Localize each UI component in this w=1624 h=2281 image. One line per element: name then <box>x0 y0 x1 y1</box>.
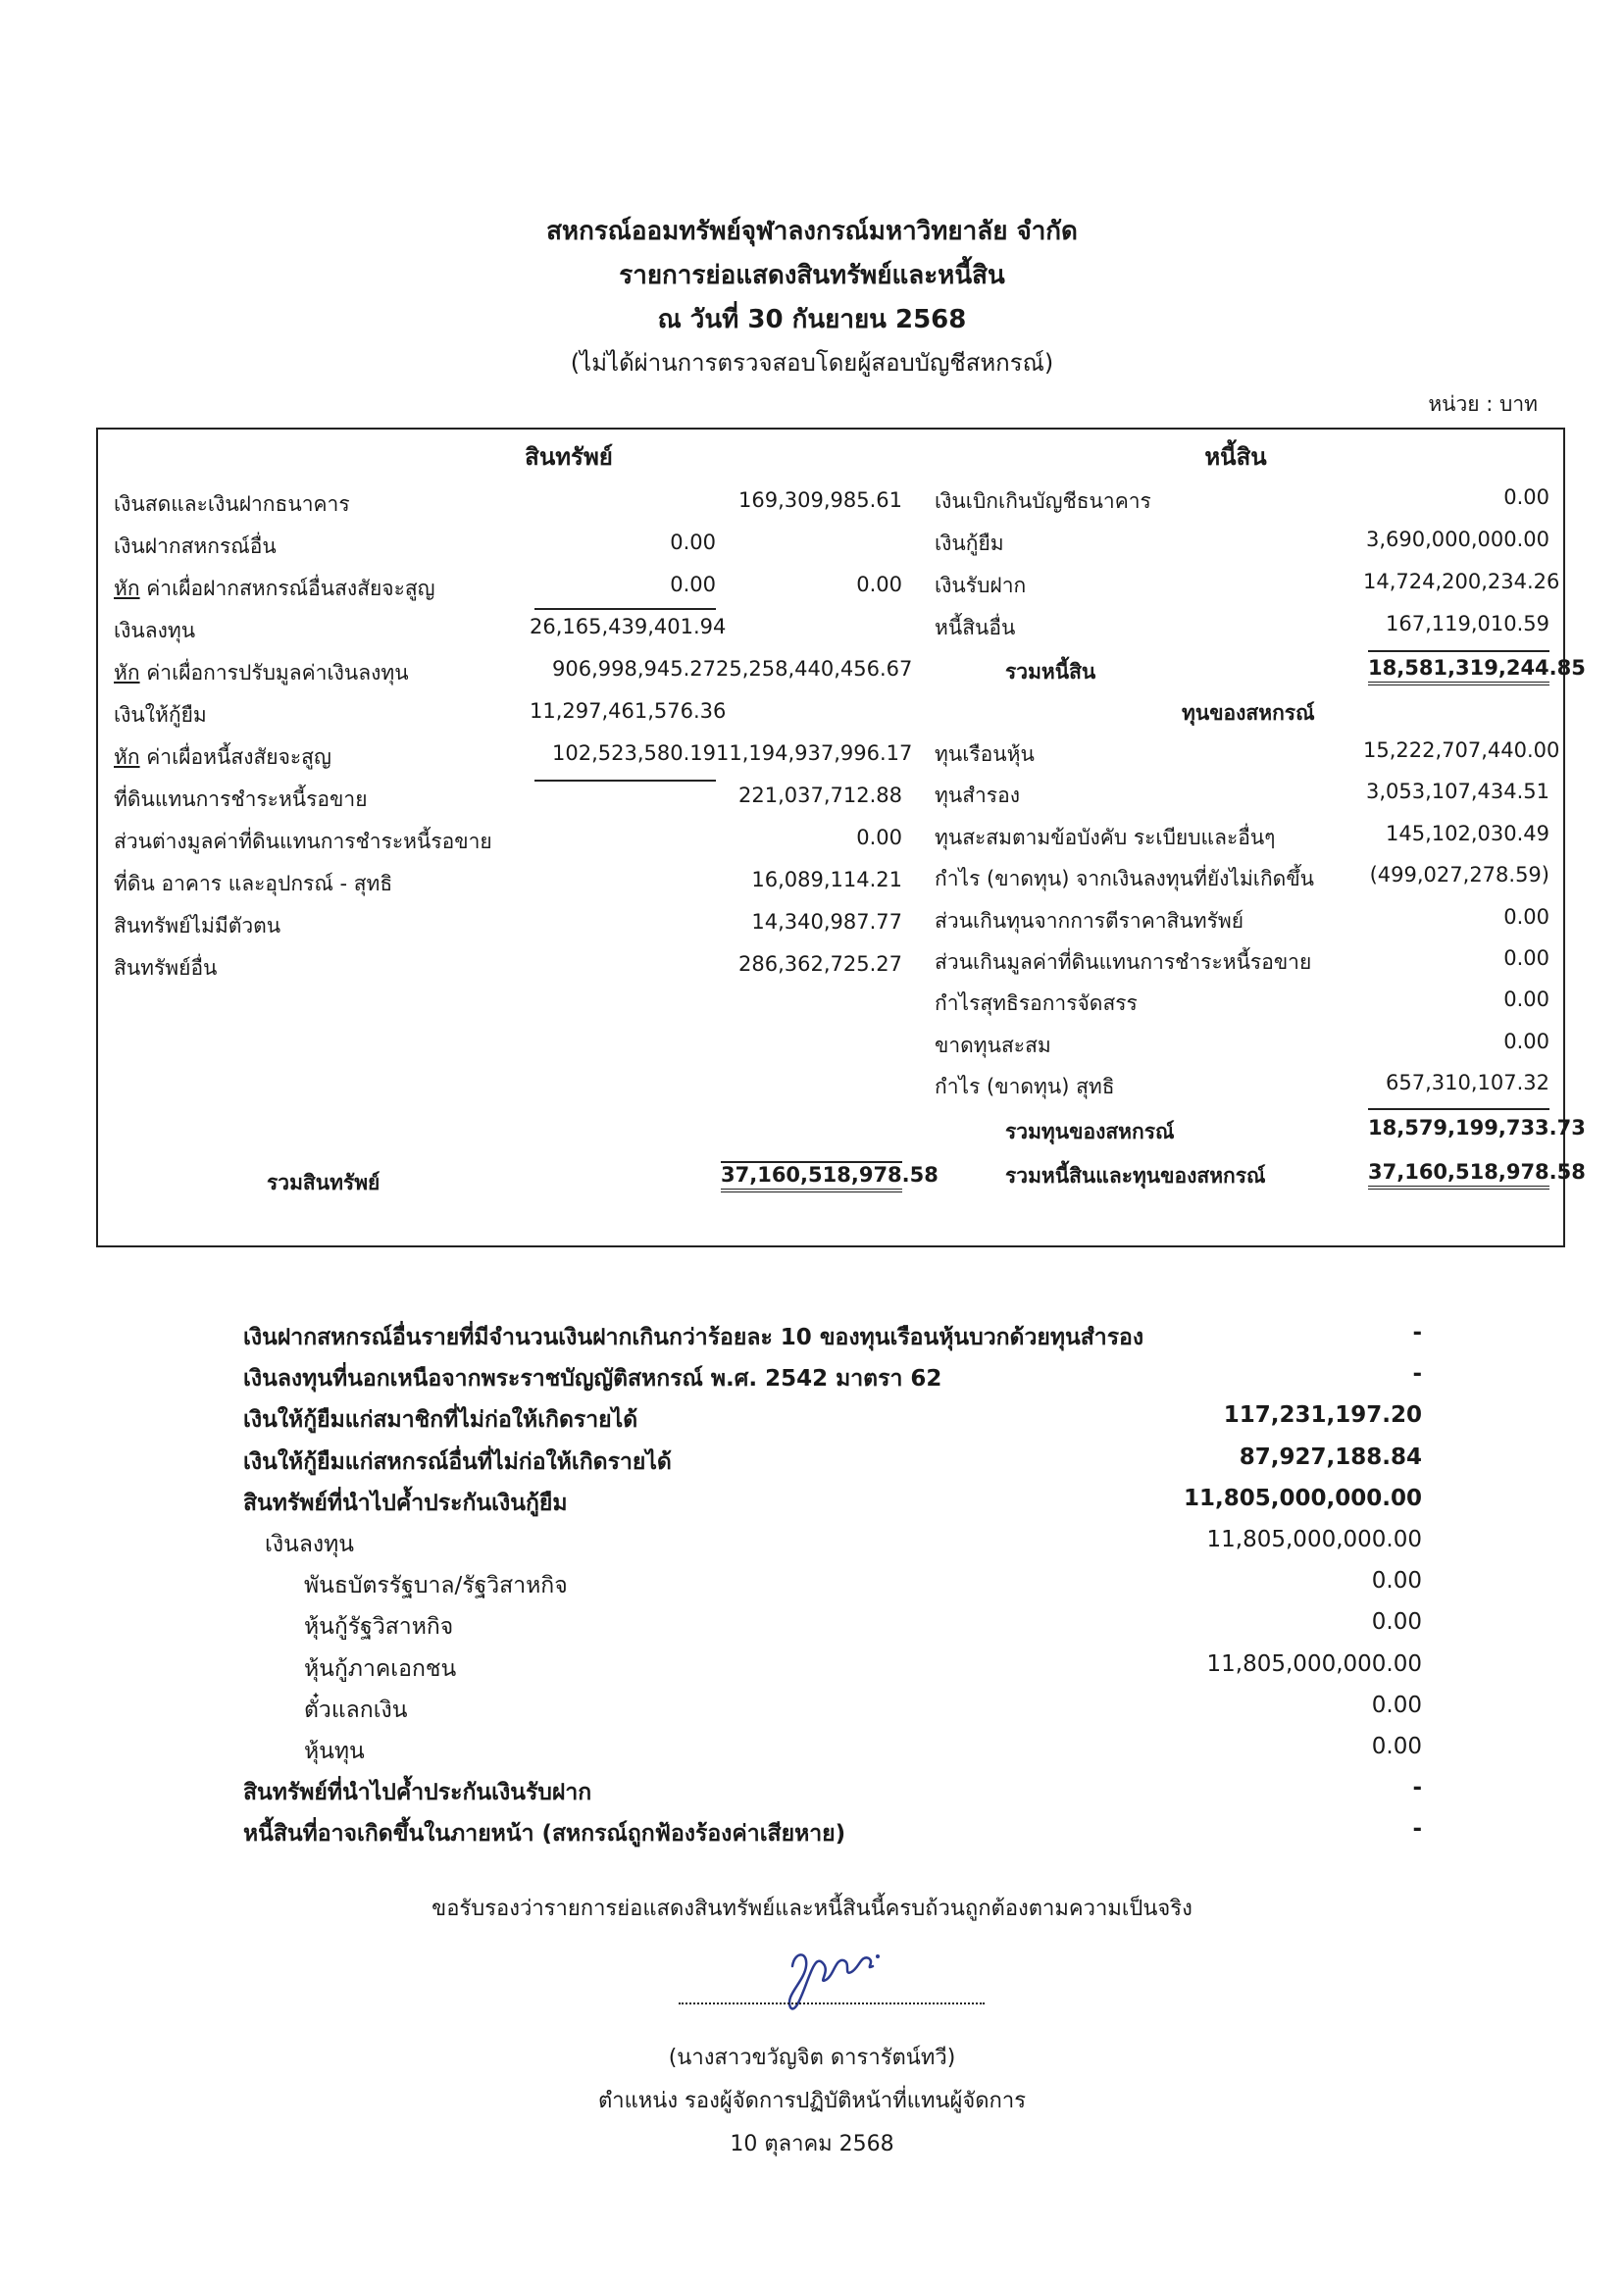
asset-row-value: 169,309,985.61 <box>738 488 902 512</box>
liabilities-heading: หนี้สิน <box>1204 443 1267 471</box>
supplementary-value: 11,805,000,000.00 <box>1206 1651 1422 1677</box>
deduction-prefix: หัก <box>114 745 140 769</box>
liabilities-rule <box>1368 650 1549 652</box>
liabilities-total-label: รวมหนี้สิน <box>1005 660 1096 684</box>
asset-row-value: 14,340,987.77 <box>751 910 902 934</box>
equity-row-label: ทุนสำรอง <box>935 784 1020 807</box>
asset-label-text: ที่ดินแทนการชำระหนี้รอขาย <box>114 787 368 811</box>
equity-row-value: 145,102,030.49 <box>1386 822 1549 845</box>
equity-row-value: 15,222,707,440.00 <box>1363 738 1560 762</box>
asset-row-label <box>114 784 368 816</box>
equity-row-label: ส่วนเกินทุนจากการตีราคาสินทรัพย์ <box>935 909 1243 933</box>
asset-row-value: 0.00 <box>856 826 902 849</box>
report-date: ณ วันที่ 30 กันยายน 2568 <box>657 305 967 334</box>
unit-label: หน่วย : บาท <box>1428 392 1538 416</box>
assets-total-value: 37,160,518,978.58 <box>721 1163 902 1192</box>
asset-row-subvalue: 11,297,461,576.36 <box>530 699 727 723</box>
asset-label-text: เงินฝากสหกรณ์อื่น <box>114 534 277 558</box>
supplementary-value: - <box>1412 1361 1422 1387</box>
supplementary-value: 0.00 <box>1371 1568 1422 1594</box>
supplementary-value: - <box>1412 1320 1422 1345</box>
audit-note: (ไม่ได้ผ่านการตรวจสอบโดยผู้สอบบัญชีสหกรณ์) <box>570 349 1054 377</box>
signature-line <box>679 2002 985 2004</box>
asset-label-text: ส่วนต่างมูลค่าที่ดินแทนการชำระหนี้รอขาย <box>114 830 492 853</box>
supplementary-value: - <box>1412 1775 1422 1800</box>
asset-row-value: 221,037,712.88 <box>738 784 902 807</box>
liability-row-value: 14,724,200,234.26 <box>1363 570 1560 593</box>
liability-row-label: หนี้สินอื่น <box>935 616 1016 639</box>
asset-label-text: สินทรัพย์อื่น <box>114 956 218 980</box>
equity-row-value: 0.00 <box>1503 1030 1549 1053</box>
asset-row-value: 11,194,937,996.17 <box>716 741 913 765</box>
asset-row-label <box>114 573 435 605</box>
equity-row-label: กำไร (ขาดทุน) สุทธิ <box>935 1075 1115 1098</box>
equity-row-label: ทุนสะสมตามข้อบังคับ ระเบียบและอื่นๆ <box>935 826 1276 849</box>
supplementary-label: หุ้นกู้ภาคเอกชน <box>304 1656 457 1682</box>
assets-total-label: รวมสินทรัพย์ <box>267 1171 381 1194</box>
asset-row-label <box>114 615 195 647</box>
asset-row-label <box>114 699 207 732</box>
supplementary-label: พันธบัตรรัฐบาล/รัฐวิสาหกิจ <box>304 1573 568 1598</box>
asset-row-subvalue: 906,998,945.27 <box>552 657 716 681</box>
asset-label-text: สินทรัพย์ไม่มีตัวตน <box>114 914 281 938</box>
supplementary-label: สินทรัพย์ที่นำไปค้ำประกันเงินรับฝาก <box>243 1780 592 1805</box>
asset-row-label <box>114 868 392 900</box>
certification-statement: ขอรับรองว่ารายการย่อแสดงสินทรัพย์และหนี้สินนี้ครบถ้วนถูกต้องตามความเป็นจริง <box>431 1897 1193 1921</box>
equity-row-value: 0.00 <box>1503 946 1549 970</box>
asset-label-text: ค่าเผื่อฝากสหกรณ์อื่นสงสัยจะสูญ <box>139 577 435 600</box>
liability-row-value: 3,690,000,000.00 <box>1365 528 1549 551</box>
supplementary-label: หนี้สินที่อาจเกิดขึ้นในภายหน้า (สหกรณ์ถูกฟ้องร้องค่าเสียหาย) <box>243 1821 846 1847</box>
asset-row-value: 0.00 <box>856 573 902 596</box>
asset-row-subvalue: 0.00 <box>670 573 716 596</box>
organization-name: สหกรณ์ออมทรัพย์จุฬาลงกรณ์มหาวิทยาลัย จำกัด <box>546 217 1078 246</box>
liability-row-label: เงินรับฝาก <box>935 574 1027 597</box>
equity-row-label: ส่วนเกินมูลค่าที่ดินแทนการชำระหนี้รอขาย <box>935 950 1312 974</box>
asset-row-label <box>114 531 277 563</box>
asset-row-label <box>114 488 350 521</box>
supplementary-label: เงินฝากสหกรณ์อื่นรายที่มีจำนวนเงินฝากเกินกว่าร้อยละ 10 ของทุนเรือนหุ้นบวกด้วยทุนสำรอง <box>243 1325 1144 1350</box>
equity-total-label: รวมทุนของสหกรณ์ <box>1005 1120 1175 1143</box>
equity-row-value: 3,053,107,434.51 <box>1365 780 1549 803</box>
supplementary-label: เงินให้กู้ยืมแก่สหกรณ์อื่นที่ไม่ก่อให้เกิดรายได้ <box>243 1449 672 1475</box>
asset-row-label <box>114 657 409 689</box>
asset-label-text: ที่ดิน อาคาร และอุปกรณ์ - สุทธิ <box>114 872 393 895</box>
supplementary-value: 0.00 <box>1371 1734 1422 1759</box>
supplementary-value: 87,927,188.84 <box>1239 1445 1422 1470</box>
equity-row-label: กำไร (ขาดทุน) จากเงินลงทุนที่ยังไม่เกิดขึ้น <box>935 867 1315 890</box>
subtotal-rule-2 <box>534 780 716 782</box>
report-title: รายการย่อแสดงสินทรัพย์และหนี้สิน <box>619 261 1005 290</box>
equity-row-value: 657,310,107.32 <box>1386 1071 1549 1094</box>
supplementary-label: เงินให้กู้ยืมแก่สมาชิกที่ไม่ก่อให้เกิดรายได้ <box>243 1407 638 1433</box>
equity-row-value: 0.00 <box>1503 988 1549 1011</box>
equity-total-value: 18,579,199,733.73 <box>1368 1116 1586 1140</box>
asset-label-text: เงินให้กู้ยืม <box>114 703 207 727</box>
equity-row-label: กำไรสุทธิรอการจัดสรร <box>935 991 1138 1015</box>
equity-row-label: ขาดทุนสะสม <box>935 1034 1051 1057</box>
asset-row-subvalue: 102,523,580.19 <box>552 741 716 765</box>
deduction-prefix: หัก <box>114 661 140 684</box>
signer-name: (นางสาวขวัญจิต ดารารัตน์ทวี) <box>668 2046 956 2070</box>
subtotal-rule-1 <box>534 608 716 610</box>
signer-position: ตำแหน่ง รองผู้จัดการปฏิบัติหน้าที่แทนผู้จัดการ <box>597 2089 1027 2113</box>
asset-row-value: 16,089,114.21 <box>751 868 902 891</box>
supplementary-value: - <box>1412 1816 1422 1842</box>
liability-row-label: เงินกู้ยืม <box>935 532 1004 555</box>
supplementary-value: 0.00 <box>1371 1609 1422 1635</box>
liability-row-value: 0.00 <box>1503 485 1549 509</box>
supplementary-label: ตั๋วแลกเงิน <box>304 1698 408 1723</box>
supplementary-label: สินทรัพย์ที่นำไปค้ำประกันเงินกู้ยืม <box>243 1491 568 1516</box>
equity-total-rule <box>1368 1108 1549 1110</box>
equity-row-label: ทุนเรือนหุ้น <box>935 742 1035 766</box>
asset-row-subvalue: 0.00 <box>670 531 716 554</box>
asset-row-label <box>114 826 492 858</box>
supplementary-label: เงินลงทุน <box>265 1532 355 1557</box>
supplementary-label: หุ้นกู้รัฐวิสาหกิจ <box>304 1614 454 1640</box>
supplementary-label: เงินลงทุนที่นอกเหนือจากพระราชบัญญัติสหกรณ์ พ.ศ. 2542 มาตรา 62 <box>243 1366 942 1392</box>
supplementary-value: 117,231,197.20 <box>1223 1402 1422 1428</box>
asset-label-text: เงินสดและเงินฝากธนาคาร <box>114 492 350 516</box>
supplementary-value: 11,805,000,000.00 <box>1184 1486 1422 1511</box>
supplementary-label: หุ้นทุน <box>304 1739 365 1764</box>
sign-date: 10 ตุลาคม 2568 <box>730 2132 894 2156</box>
equity-row-value: (499,027,278.59) <box>1369 863 1549 887</box>
supplementary-value: 0.00 <box>1371 1693 1422 1718</box>
grand-total-label: รวมหนี้สินและทุนของสหกรณ์ <box>1005 1164 1266 1188</box>
asset-row-value: 25,258,440,456.67 <box>716 657 913 681</box>
deduction-prefix: หัก <box>114 577 140 600</box>
asset-row-label <box>114 910 280 942</box>
asset-label-text: เงินลงทุน <box>114 619 196 642</box>
assets-heading: สินทรัพย์ <box>525 443 613 471</box>
liabilities-total-value: 18,581,319,244.85 <box>1368 656 1549 685</box>
asset-label-text: ค่าเผื่อการปรับมูลค่าเงินลงทุน <box>139 661 409 684</box>
asset-label-text: ค่าเผื่อหนี้สงสัยจะสูญ <box>139 745 331 769</box>
asset-row-label <box>114 741 331 774</box>
liability-row-value: 167,119,010.59 <box>1386 612 1549 635</box>
asset-row-value: 286,362,725.27 <box>738 952 902 976</box>
supplementary-value: 11,805,000,000.00 <box>1206 1527 1422 1552</box>
liability-row-label: เงินเบิกเกินบัญชีธนาคาร <box>935 489 1151 513</box>
asset-row-subvalue: 26,165,439,401.94 <box>530 615 727 638</box>
grand-total-value: 37,160,518,978.58 <box>1368 1160 1549 1190</box>
assets-total-rule <box>721 1161 902 1163</box>
equity-heading: ทุนของสหกรณ์ <box>1182 701 1315 725</box>
equity-row-value: 0.00 <box>1503 905 1549 929</box>
asset-row-label <box>114 952 217 985</box>
